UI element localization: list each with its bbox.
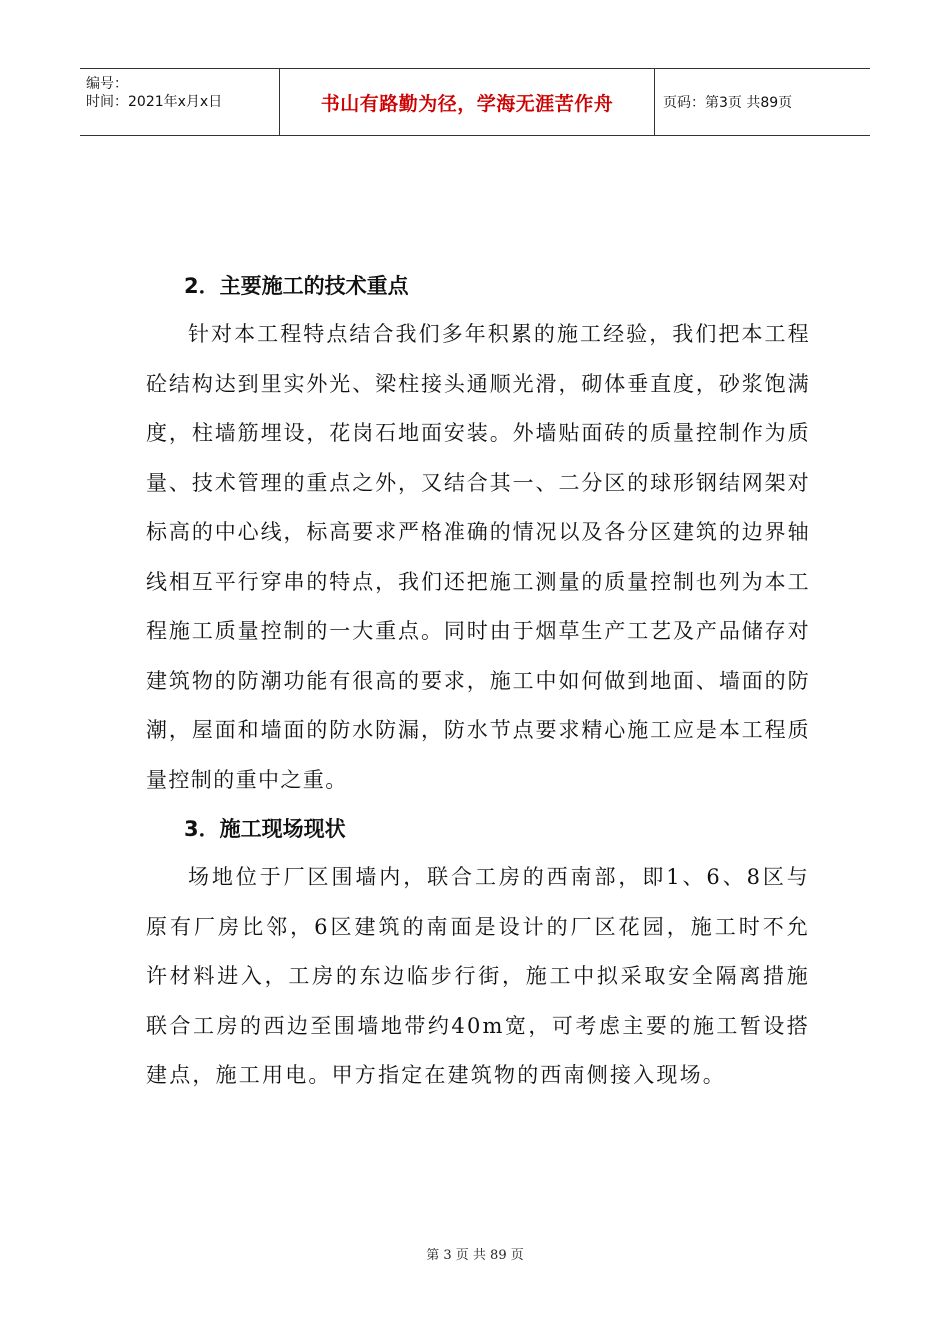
header-page-number: 页码：第3页 共89页 <box>663 95 793 111</box>
document-number-label: 编号： <box>86 76 128 92</box>
page-header <box>80 68 870 136</box>
header-meta <box>80 69 280 135</box>
section-heading-technical-focus: 2．主要施工的技术重点 <box>184 274 409 298</box>
page-footer: 第 3 页 共 89 页 <box>426 1248 524 1263</box>
header-motto: 书山有路勤为径，学海无涯苦作舟 <box>280 69 655 135</box>
document-time-label: 时间：2021年x月x日 <box>86 94 223 110</box>
section-paragraph-technical-focus: 针对本工程特点结合我们多年积累的施工经验，我们把本工程砼结构达到里实外光、梁柱接头通顺光滑，砌体垂直度，砂浆饱满度，柱墙筋埋设，花岗石地面安装。外墙贴面砖的质量控制作为质量、技术管理的重点之外，又结合其一、二分区的球形钢结网架对标高的中心线，标高要求严格准确的情况以及各分区建筑的边界轴线相互平行穿串的特点，我们还把施工测量的质量控制也列为本工程施工质量控制的一大重点。同时由于烟草生产工艺及产品储存对建筑物的防潮功能有很高的要求，施工中如何做到地面、墙面的防潮，屋面和墙面的防水防漏，防水节点要求精心施工应是本工程质量控制的重中之重。 <box>146 322 810 792</box>
document-body <box>146 262 810 1101</box>
section-heading-site-status: 3．施工现场现状 <box>184 817 346 841</box>
section-paragraph-site-status: 场地位于厂区围墙内，联合工房的西南部，即1、6、8区与原有厂房比邻，6区建筑的南面是设计的厂区花园，施工时不允许材料进入，工房的东边临步行街，施工中拟采取安全隔离措施联合工房的西边至围墙地带约40m宽，可考虑主要的施工暂设搭建点，施工用电。甲方指定在建筑物的西南侧接入现场。 <box>146 865 810 1087</box>
